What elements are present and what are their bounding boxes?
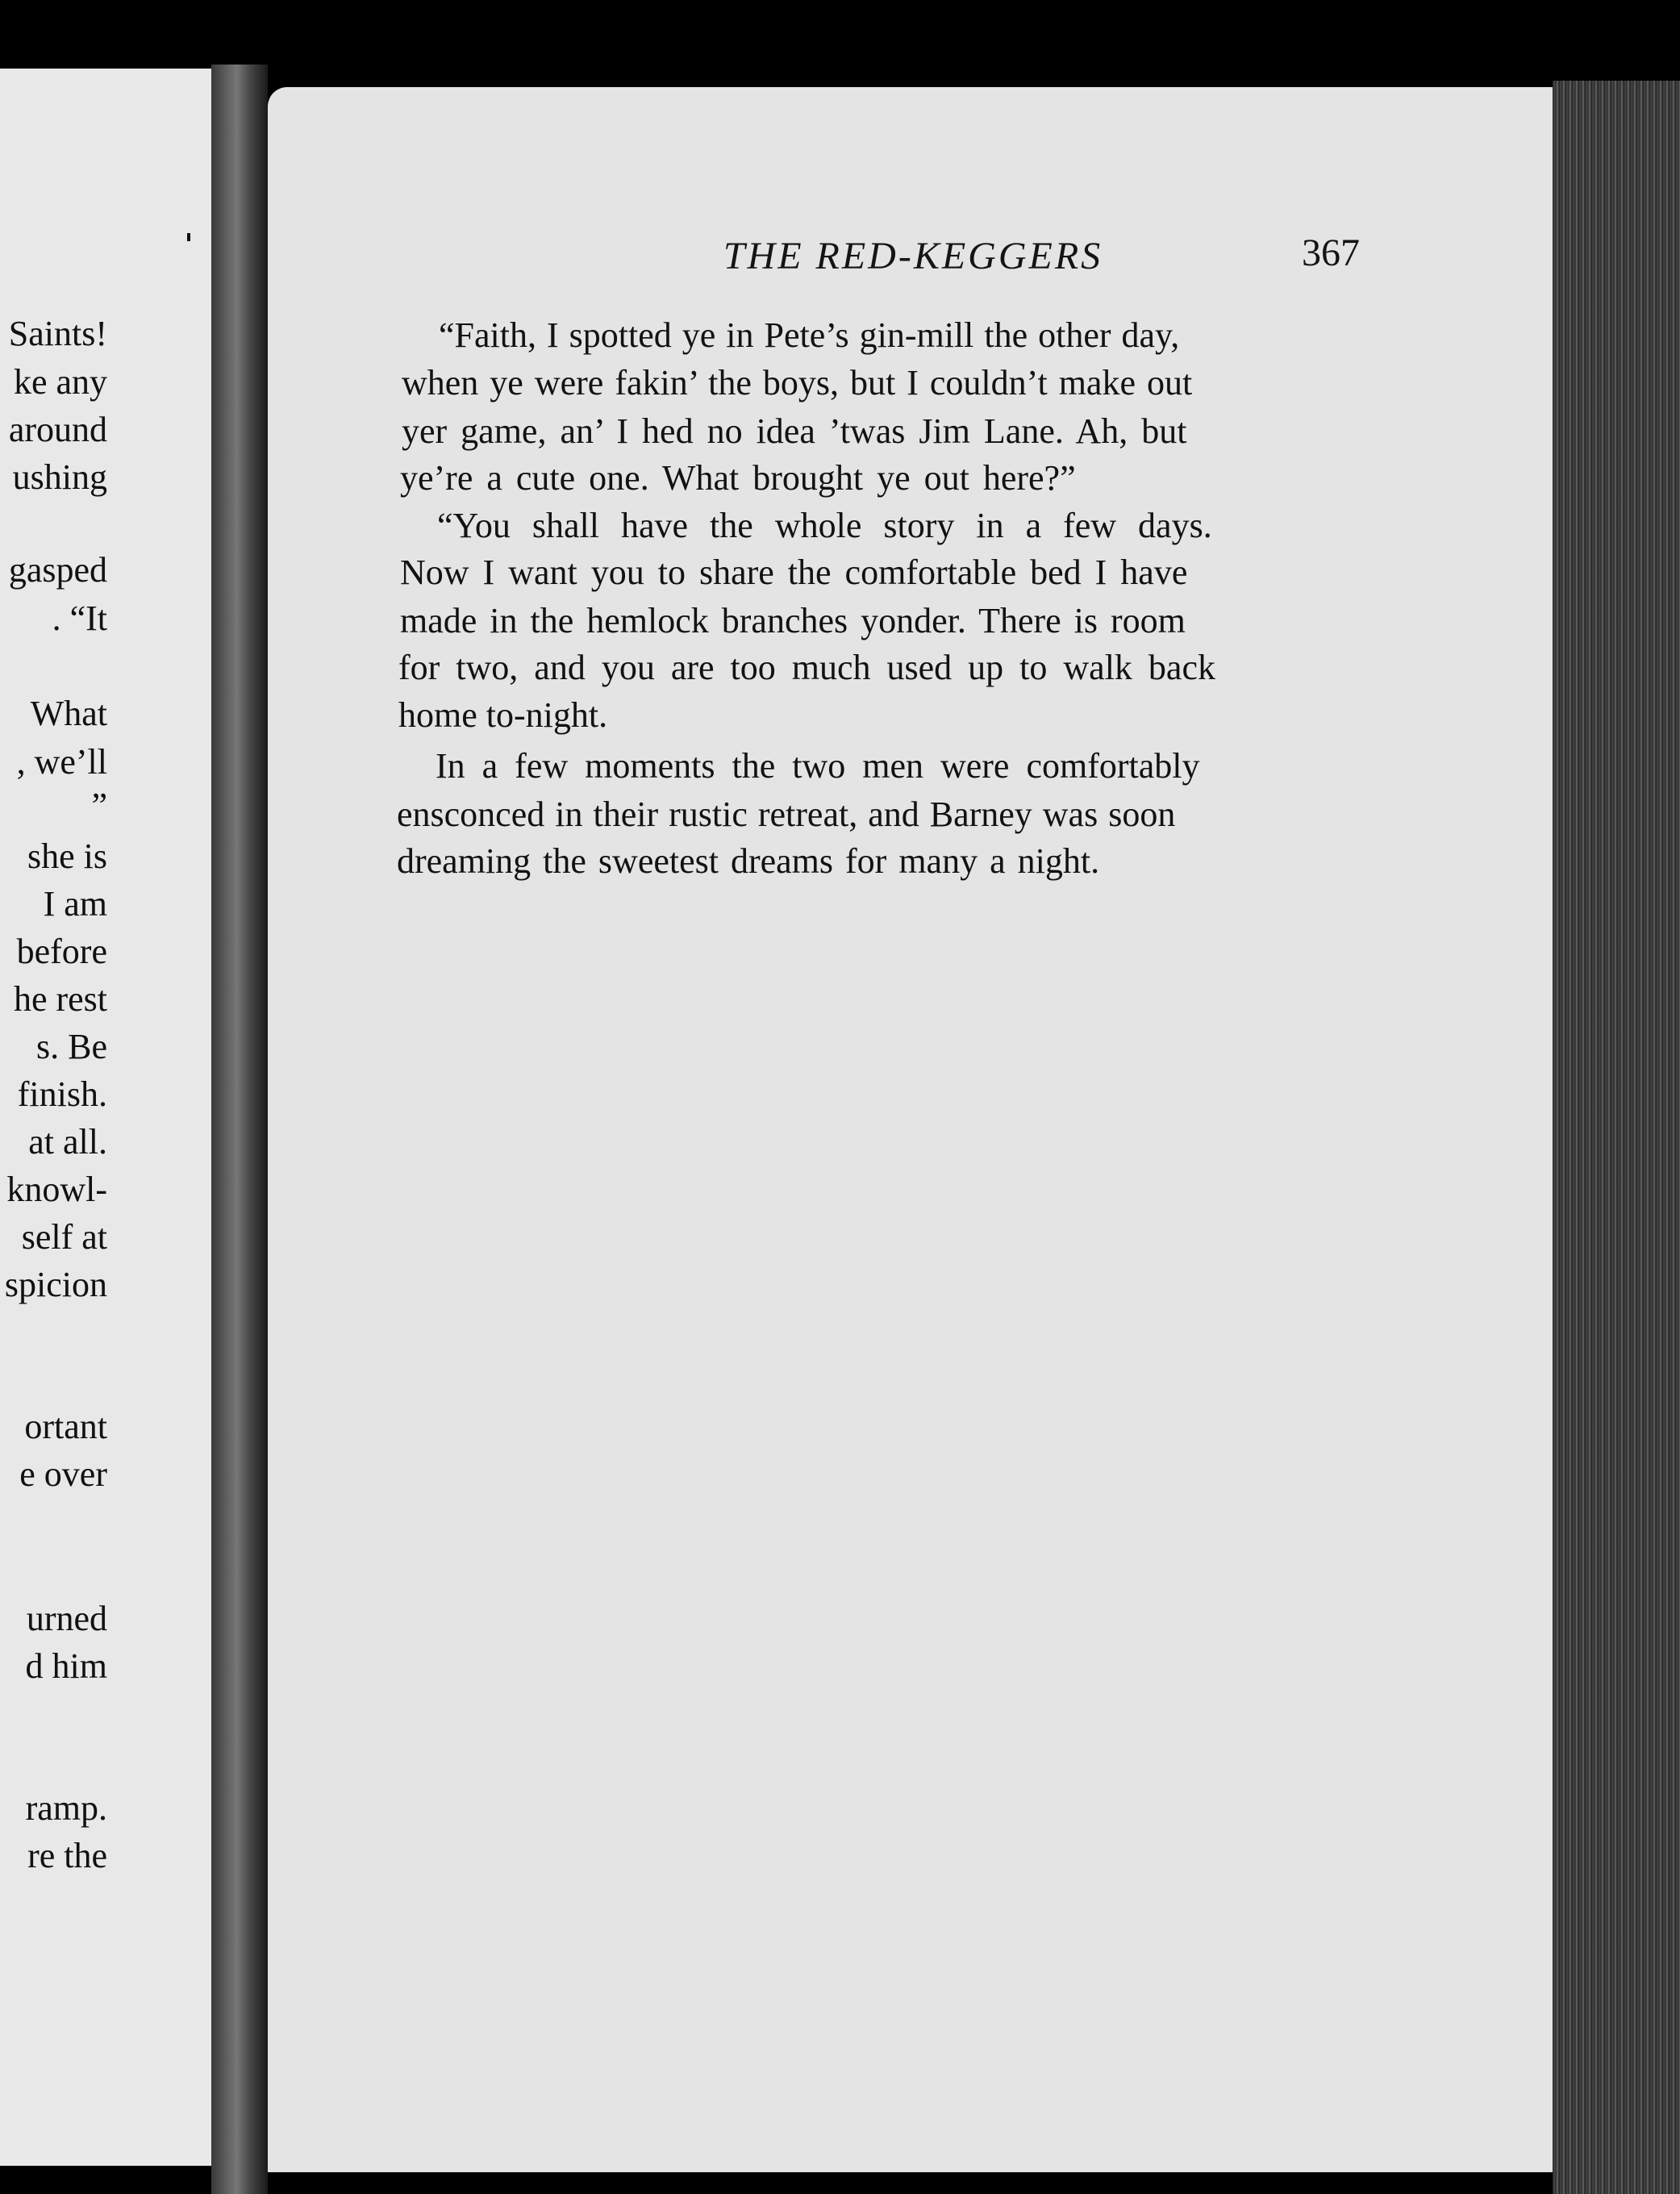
left-line: around [8,410,107,449]
left-line: at all. [28,1122,107,1162]
left-line: I am [43,884,107,924]
left-line: s. Be [36,1027,107,1066]
left-line: d him [25,1646,107,1686]
left-line: knowl- [6,1170,107,1209]
left-line: finish. [17,1074,107,1114]
left-line: Saints! [8,314,107,353]
body-line: home to-night. [398,695,608,735]
left-line: ” [91,786,107,825]
left-line: urned [26,1599,107,1638]
body-line: “Faith, I spotted ye in Pete’s gin-mill the other day, [439,315,1180,355]
body-line: ye’re a cute one. What brought ye out here?” [400,458,1076,498]
body-line: for two, and you are too much used up to walk back [398,648,1215,687]
body-line: Now I want you to share the comfortable bed I have [400,553,1188,592]
body-line: dreaming the sweetest dreams for many a night. [397,841,1100,881]
left-line: , we’ll [16,742,107,782]
stray-ink-mark [187,233,190,241]
body-line: made in the hemlock branches yonder. There is room [400,601,1186,640]
right-page [268,87,1590,2172]
left-line: spicion [4,1265,107,1304]
left-line: before [16,932,107,971]
left-line: ramp. [25,1788,107,1828]
left-line: e over [19,1454,107,1494]
book-gutter [211,65,268,2194]
left-line: ke any [13,362,107,402]
left-line: he rest [13,979,107,1019]
body-line: “You shall have the whole story in a few days. [437,506,1212,545]
page-number: 367 [1302,231,1360,274]
body-line: when ye were fakin’ the boys, but I couldn’t make out [402,363,1193,403]
left-line: . “It [52,599,107,638]
left-line: re the [27,1836,107,1875]
left-page-fragment [0,69,230,2166]
body-line: ensconced in their rustic retreat, and Barney was soon [397,795,1176,834]
left-line: she is [27,836,107,876]
left-line: ortant [24,1407,107,1446]
book-fore-edge [1553,81,1680,2194]
body-line: yer game, an’ I hed no idea ’twas Jim Lane. Ah, but [402,411,1187,451]
left-line: What [30,694,107,733]
left-line: self at [21,1217,107,1257]
left-line: ushing [12,457,107,497]
left-line: gasped [8,550,107,590]
body-line: In a few moments the two men were comfortably [436,746,1200,786]
running-head: THE RED-KEGGERS [723,235,1103,277]
